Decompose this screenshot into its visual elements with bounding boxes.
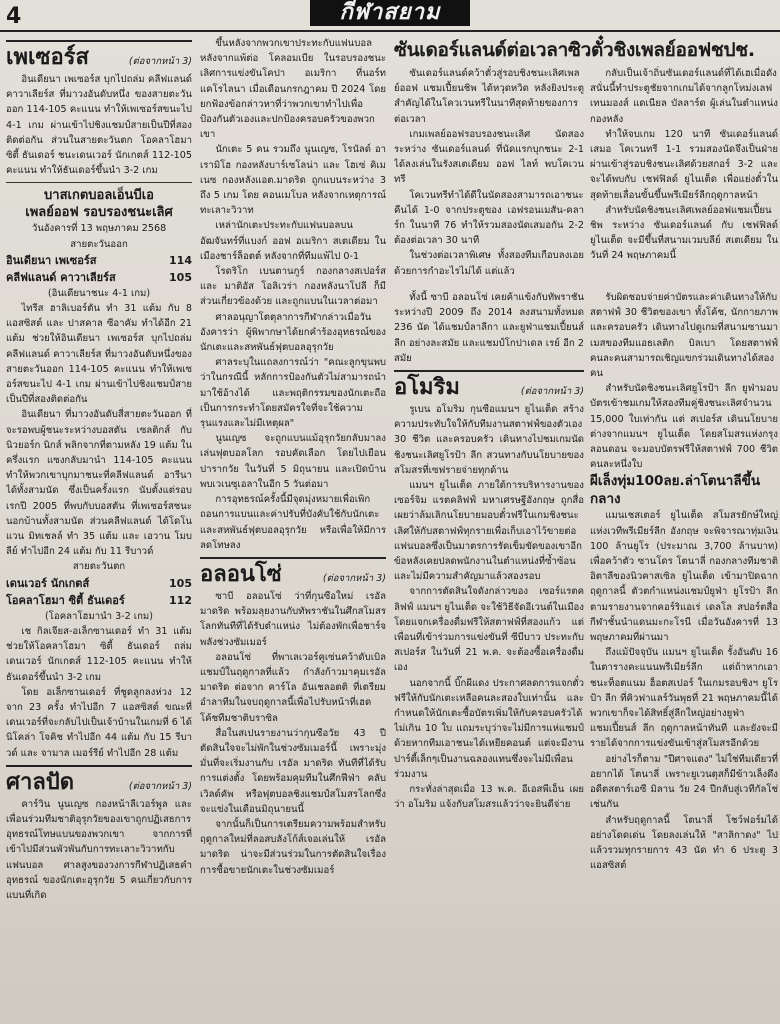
article-paragraph: อย่างไรก็ตาม "ปีศาจแดง" ไม่ใช่ทีมเดียวที่อยากได้ โตนาลี่ เพราะยูเวนตุสก็มีข้าวเล็งดึงอดีตสตาร์เอซี มิลาน วัย 24 ปีกลับสู่เวทีกัลโช่ เช่นกัน [590,753,778,811]
continued-label: (ต่อจากหน้า 3) [128,780,192,792]
nba-box-date: วันอังคารที่ 13 พฤษภาคม 2568 [31,223,167,235]
article-paragraph: นักเตะ 5 คน รวมถึง นูนเญซ, โรนัลด์ อาเรามิโฮ กองหลังบาร์เซโลน่า และ โฮเซ่ คิเมเนซ กองหลังแอต.มาดริด ถูกแบนระหว่าง 3 ถึง 5 เกม โดย คอนเมโบล หลังจากเหตุการณ์ทะเลาะวิวาท [200,144,386,217]
masthead: กีฬาสยาม [310,0,470,26]
team-name: อินเดียนา เพเซอร์ส [6,253,97,267]
article-paragraph: จากการตัดสินใจดังกล่าวของ เซอร์แรตคลิฟฟ์ แมนฯ ยูไนเต็ด จะใช้วิธีจัดอีเวนต์ในเมืองโดยแจกเครื่องดื่มฟรีให้สตาฟฟ์ที่สองแก้ว แต่เพื่อนที่เข้าร่วมการแข่งขันที่ ซีบีบาว ประทะกับ สเปอร์ส ในวันที่ 21 พ.ค. จะต้องซื้อเครื่องดื่มเอง [394,586,584,674]
article-paragraph: ซาบี อลอนโซ่ ว่าที่กุนซือใหม่ เรอัล มาดริด พร้อมลุยงานกับทัพราชันในศึกสโมสรโลกทันทีที่ได้รับตำแหน่ง ไม่ต้องพักเพื่อชาร์จพลังช่วงซัมเมอร์ [200,590,386,648]
continued-label: (ต่อจากหน้า 3) [520,386,584,398]
team-score: 105 [169,576,192,590]
conference-label-east: สายตะวันออก [70,238,128,250]
article-paragraph: การอุทธรณ์ครั้งนี้มีจุดมุ่งหมายเพื่อเพิกถอนการแบนและค่าปรับที่บังคับใช้กับนักเตะและสหพันธ์ฟุตบอลอุรุกวัย หรือเพื่อให้มีการลดโทษลง [200,494,386,551]
table-row [6,592,192,609]
nba-box-title: บาสเกตบอลเอ็นบีเอ [44,188,154,204]
column-1 [6,36,192,1016]
article-paragraph: คาร์วิน นูนเญซ กองหน้าลีเวอร์พูล และเพื่อนร่วมทีมชาติอุรุกวัยของเขาถูกปฏิเสธการอุทธรณ์โทษแบนของพวกเขา จากการที่เข้าไปมีส่วนพัวพันกับการทะเลาะวิวาทกับแฟนบอล ศาลสูงของวงการกีฬาปฏิเสธคำอุทธรณ์ ของนักเตะอุรุกวัย 5 คนเกี่ยวกับการแบนที่เกิด [6,798,192,901]
score-table-west [6,575,192,609]
continued-label: (ต่อจากหน้า 3) [128,56,192,67]
continued-label: (ต่อจากหน้า 3) [322,572,386,584]
article-paragraph: จากนั้นก็เป็นการเตรียมความพร้อมสำหรับฤดูกาลใหม่ที่ลอสบลังโก้ส์เจอเล่นให้ เรอัล มาดริด น่าจะมีส่วนร่วมในการตัดสินใจเรื่องการซื้อขายนักเตะในช่วงซัมเมอร์ [200,818,386,876]
article-paragraph: ในช่วงต่อเวลาพิเศษ ทั้งสองทีมเกือบลงเอยด้วยการกำอะไรไม่ได้ แต่แล้ว [394,250,584,277]
section-header-pacers [6,40,192,72]
article-paragraph: โดย อเล็กซานเดอร์ ที่ชูดลูกลงห่วง 12 จาก 23 ครั้ง ทำไปอีก 7 แอสซิสต์ ขณะที่เดนเวอร์ที่จะกลับไปเป็นเจ้าบ้านในเกมที่ 6 ได้นิโคล่า โจคิช ทำไปอีก 44 แต้ม กับ 15 รีบาวด์ และ จามาล เมอร์รีย์ ทำไปอีก 28 แต้ม [6,686,192,759]
series-note: (โอคลาโฮมานำ 3-2 เกม) [45,610,153,622]
article-paragraph: รูเบน อโมริม กุนซือแมนฯ ยูไนเต็ด สร้างความประทับใจให้กับทีมงานสตาฟฟ์ของตัวเอง 30 ชีวิต และครอบครัว เดินทางไปชมเกมนัดชิงชนะเลิศยูโรป้า ลีก สวนทางกับนโยบายของสโมสรที่เซฟรายจ่ายทุกด้าน [394,404,584,476]
article-paragraph: ไทรีส ฮาลิเบอร์ตัน ทำ 31 แต้ม กับ 8 แอสซิสต์ และ ปาสคาล ซีอาคัม ทำได้อีก 21 แต้ม ช่วยให้อินเดียนา เพเซอร์ส บุกไปถล่ม คลีฟแลนด์ คาวาเลียร์ส ที่มาวงอันดับหนึ่งของสายตะวันออก 114-105 คะแนน ทำให้เพเซอร์สขนะไป 4-1 เกม ผ่านเข้าไปชิงแชมป์สายเป็นปีที่สองติดต่อกัน [6,303,192,406]
section-header-alonso [200,557,386,589]
article-paragraph: ทั้งนี้ ซาบี อลอนโซ่ เคยค้าแข้งกับทัพราชันระหว่างปี 2009 ถึง 2014 ลงสนามทั้งหมด 236 นัด ได้แชมป์ลาลีกา และยูฟ่าแชมเปี้ยนส์ ลีก อย่างละสมัย และแชมป์โกปาเดล เรย์ อีก 2 สมัย [394,292,584,364]
team-name: คลีฟแลนด์ คาวาเลียร์ส [6,270,116,284]
column-4-bottom [590,290,778,1020]
article-paragraph: นูนเญซ จะถูกแบนแม้อุรุกวัยกลับมาลงเล่นฟุตบอลโลก รอบคัดเลือก โดยไปเยือนปารากวัย ในวันที่ 5 มิถุนายน และเปิดบ้านพบเวเนซุเอลาในอีก 5 วันต่อมา [200,433,386,490]
article-paragraph: โคเวนทรีทำได้ดีในนัดสองสามารถเอาชนะคืนได้ 1-0 จากประตูของ เอฟรอนเมสัน-คลาร์ก ในนาที 76 ทำให้รวมสองนัดเสมอกัน 2-2 ต้องต่อเวลา 30 นาที [394,189,584,247]
section-header-cas [6,765,192,797]
article-paragraph: สำหรับฤดูกาลนี้ โตนาลี่ โชว์ฟอร์มได้อย่างโดดเด่น โดยลงเล่นให้ "สาลิกาดง" ไปแล้วรวมทุกรายการ 43 นัด ทำ 6 ประตู 3 แอสซิสต์ [590,814,778,872]
table-row [6,269,192,286]
table-row [6,575,192,592]
article-paragraph: อินเดียนา ที่มาวงอันดับสี่สายตะวันออก ที่จะรอพบผู้ชนะระหว่างบอสตัน เซลติกส์ กับ นิวยอร์ก นิกส์ พลิกจากที่ตามหลัง 19 แต้ม ในครึ่งแรก แซงกลับมานำ 114-105 คะแนน ทำให้พวกเขาบุกมาชนะที่คลีฟแลนด์ อารีนา ได้ทั้งสามนัด ซึ่งเป็นครั้งแรก นับตั้งแต่รอบเรกปี 2005 ที่พบกับบอสตัน ที่เพเซอร์สชนะนอกบ้านทั้งสามนัด ส่วนคลีฟแลนด์ ได้โดโนแวน มิทเชลล์ ทำ 35 แต้ม และ เอวาน โมบลีย์ ทำไปอีก 24 แต้ม กับ 11 รีบาวด์ [6,409,192,558]
article-paragraph: กระทั่งล่าสุดเมื่อ 13 พ.ค. อีเอสพีเอ็น เผยว่า อโมริม แจ้งกับสโมสรแล้วว่าจะยินดีจ่าย [394,784,584,811]
score-table-east [6,252,192,286]
team-name: เดนเวอร์ นักเกตส์ [6,576,90,590]
team-score: 105 [169,270,192,284]
article-paragraph: รับผิดชอบจ่ายค่าบัตรและค่าเดินทางให้กับสตาฟฟ์ 30 ชีวิตของเขา ทั้งโค้ช, นักกายภาพ และครอบครัว เดินทางไปดูเกมที่สนามซานมาเมสของทีมแอธเลติก บิลเบา โดยสตาฟฟ์คนละคนสามารถเชิญแขกร่วมเดินทางได้สองคน [590,292,778,380]
article-paragraph: ซันเดอร์แลนด์คว้าตั๋วสู่รอบชิงชนะเลิศเพลย์ออฟ แชมเปี้ยนชิพ ได้หวุดหวิด หลังยิงประตูสำคัญได้ในโควเวนทรีในนาทีสุดท้ายของการต่อเวลา [394,68,584,125]
team-score: 114 [169,253,192,267]
article-paragraph: สำหรับนัดชิงชนะเลิศเพลย์ออฟแชมเปี้ยนชิพ ระหว่าง ซันเดอร์แลนด์ กับ เชฟฟิลด์ ยูไนเต็ด จะมีขึ้นที่สนามเวมบลีย์ สเตเดียม ในวันที่ 24 พฤษภาคมนี้ [590,204,778,262]
nba-box-subtitle: เพลย์ออฟ รอบรองชนะเลิศ [25,205,173,221]
article-paragraph: ทำให้จบเกม 120 นาที ซันเดอร์แลนด์เสมอ โคเวนทรี 1-1 รวมสองนัดจึงเป็นฝ่ายผ่านเข้าสู่รอบชิงชนะเลิศด้วยสกอร์ 3-2 และจะได้พบกับ เชฟฟิลด์ ยูไนเต็ด เพื่อแย่งตั๋วในสุดท้ายเลื่อนขั้นขึ้นพรีเมียร์ลีกฤดูกาลหน้า [590,128,778,201]
column-3-top [394,66,584,288]
article-paragraph: เหล่านักเตะประทะกับแฟนบอลบนอัฒจันทร์ที่แบงก์ ออฟ อเมริกา สเตเดียม ในเมืองชาร์ล็อตต์ หลังจากที่ทีมแพ้ไป 0-1 [200,220,386,262]
section-title-cas: ศาลปัด [6,769,75,795]
table-row [6,252,192,269]
column-3-bottom [394,290,584,1020]
article-paragraph: สื่อในสเปนรายงานว่ากุนซือวัย 43 ปี ตัดสินใจจะไม่พักในช่วงซัมเมอร์นี้ เพราะมุ่งมั่นที่จะเริ่มงานกับ เรอัล มาดริด ทันทีที่ได้รับการแต่งตั้ง โดยพร้อมคุมทีมในศึกฟีฟ่า คลับ เวิลด์คัพ หรือฟุตบอลชิงแชมป์สโมสรโลกซึ่งจะแข่งในเดือนมิถุนายนนี้ [200,727,386,815]
section-header-amorim [394,370,584,402]
divider [6,182,192,183]
team-name: โอคลาโฮมา ซิตี้ ธันเดอร์ [6,593,125,607]
subheadline-tonali: ผีเล็งทุ่ม100ลย.ล่าโตนาลีขึ้นกลาง [590,473,761,508]
article-paragraph: แมนเชสเตอร์ ยูไนเต็ด สโมสรยักษ์ใหญ่แห่งเวทีพรีเมียร์ลีก อังกฤษ จะพิจารณาทุ่มเงิน 100 ล้านยูโร (ประมาณ 3,700 ล้านบาท) เพื่อคว้าตัว ซานโดร โตนาลี่ กองกลางทีมชาติอิตาลีของนิวคาสเซิล ยูไนเต็ด เข้ามาปิดฉากฤดูกาลนี้ ตัวตกำแหน่งแชมป์ยูฟ่า ยูโรป้า ลีก ตามรายงานจากคอร์ริแอเร่ เดลโล สปอร์ตสื่อกีฬาชั้นนำแดนมะกะโรนี เมื่อวันอังคารที่ 13 พฤษภาคมที่ผ่านมา [590,510,778,644]
column-2 [200,36,386,1016]
article-paragraph: ขึ้นหลังจากพวกเขาประทะกับแฟนบอลหลังจากแพ้ต่อ โคลอมเบีย ในรอบรองชนะเลิศการแข่งขันโคปา อเมริกา ที่นอร์ทแคโรไลนา เมื่อเดือนกรกฎาคม ปี 2024 โดยยกฟ้องข้อกล่าวหาที่ว่าพวกเขาทำไปเพื่อป้องกันตัวเองและปกป้องครอบครัวของพวกเขา [200,38,386,141]
series-note: (อินเดียนาชนะ 4-1 เกม) [47,287,151,299]
column-4-top [590,66,778,288]
team-score: 112 [169,593,192,607]
article-paragraph: นอกจากนี้ บิ๊กผีแดง ประกาศลดการแจกตั๋วฟรีให้กับนักเตะเหลือคนละสองใบเท่านั้น และกำหนดให้นักเตะซื้อบัตรเพิ่มให้กับครอบครัวได้ไม่เกิน 10 ใบ แถมระบุว่าจะไม่มีการแห่แชมป์ด้วยหากทีมเอาชนะได้เหยียคอนต์ แต่จะมีงานปาร์ตี้เล็กๆเป็นงานฉลองแทนซึ่งจะไม่มีเพื่อนร่วมงาน [394,677,584,780]
article-paragraph: เช กิลเจียส-อเล็กซานเดอร์ ทำ 31 แต้ม ช่วยให้โอคลาโฮมา ซิตี้ ธันเดอร์ ถล่มเดนเวอร์ นักเกตส์ 112-105 คะแนน ทำให้ธันเดอร์ขึ้นนำ 3-2 เกม [6,625,192,683]
article-paragraph: แมนฯ ยูไนเต็ด ภายใต้การบริหารงานของ เซอร์จิม แรตคลิฟฟ์ มหาเศรษฐีอังกฤษ ถูกสื่อเผยว่าล้มเลิกนโยบายมอบตั๋วฟรีในเกมชิงชนะเลิศให้กับสตาฟฟ์ทุกรายเพื่อเก็บเอาไว้ขายต่อแฟนบอลซึ่งเป็นมาตรการรัดเข็มขัดของเขาอีกข้อหลังเคยปลดพนักงานในตำแหน่งที่ซ้ำซ้อนและไม่มีความสำคัญมาแล้วสองรอบ [394,480,584,583]
article-paragraph: ศาลอนุญาโตตุลาการกีฬากล่าวเมื่อวันอังคารว่า ผู้พิพากษาได้ยกคำร้องอุทธรณ์ของนักเตะและสหพันธ์ฟุตบอลอุรุกวัย [200,311,386,354]
article-paragraph: อลอนโซ่ ที่พาเลเวอร์คูเซ่นคว้าดับเบิลแชมป์ในฤดูกาลที่แล้ว กำลังก้าวมาคุมเรอัล มาดริด ต่อจาก คาร์โล อันเชลอตติ ที่เตรียมอำลาทีมในจบฤดูกาลนี้เพื่อไปรับหน้าที่เฮดโค้ชทีมชาติบราซิล [200,651,386,724]
article-paragraph: ถึงแม้ปัจจุบัน แมนฯ ยูไนเต็ด รั้งอันดับ 16 ในตารางคะแนนพรีเมียร์ลีก แต่ถ้าหากเอาชนะท็อตแนม ฮ็อตสเปอร์ ในเกมรอบชิงฯ ยูโรป้า ลีก ที่คิวฟาแลร์วันพุธที่ 21 พฤษภาคมนี้ได้ พวกเขาก็จะได้สิทธิ์สู่ลีกใหญ่อย่างยูฟ่า แชมเปี้ยนส์ ลีก ฤดูกาลหน้าทันที และยังจะมีรายได้จากการแข่งขันเข้าสู่สโมสรอีกด้วย [590,647,778,750]
section-title-pacers: เพเซอร์ส [6,45,89,70]
main-headline: ซันเดอร์แลนด์ต่อเวลาซิวตั๋วชิงเพลย์ออฟชปช. [394,39,755,61]
article-paragraph: เกมเพลย์ออฟรอบรองชนะเลิศ นัดสองระหว่าง ซันเดอร์แลนด์ ที่นัดแรกบุกชนะ 2-1 ได้ลงเล่นในรังสเตเดียม ออฟ ไลท์ พบโคเวนทรี [394,128,584,186]
conference-label-west: สายตะวันตก [72,561,126,573]
article-paragraph: กลับเป็นเจ้าถิ่นซันเดอร์แลนด์ที่ได้เฮเมื่อดังสนั่นนี้ทำประตูชัยจากเกมได้จากลูกโหม่งเลฟเทนมองส์ แดเนียล บัลลาร์ด ผู้เล่นในตำแหน่งกองหลัง [590,68,778,125]
section-title-amorim: อโมริม [394,375,460,401]
article-paragraph: อินเดียนา เพเซอร์ส บุกไปถล่ม คลีฟแลนด์ คาวาเลียร์ส ที่มาวงอันดับหนึ่ง ของสายตะวันออก 114-105 คะแนน ทำให้เพเซอร์สขนะไป 4-1 เกม ผ่านเข้าไปชิงแชมป์สายเป็นปีที่สองติดต่อกัน ส่วนในสายตะวันตก โอคลาโฮมา ซิตี้ ธันเดอร์ ชนะเดนเวอร์ นักเกตส์ 112-105 คะแนน ทำให้ธันเดอร์ขึ้นนำ 3-2 เกม [6,74,192,177]
top-rule [0,30,780,32]
article-paragraph: โรดริโก เบนตานกูร์ กองกลางสเปอร์ส และ มาติอัส โอลิเวร่า กองหลังนาโปลี ก็มีส่วนเกี่ยวข้องด้วย และถูกแบนในเวลาต่อมา [200,266,386,308]
article-paragraph: ศาลระบุในแถลงการณ์ว่า "คณะลูกขุนพบว่าในกรณีนี้ หลักการป้องกันตัวไม่สามารถนำมาใช้อ้างได้ และพฤติกรรมของนักเตะถือเป็นการกระทำโดยสมัครใจที่จะใช้ความรุนแรงและไม่มีเหตุผล" [200,357,386,430]
article-paragraph: สำหรับนัดชิงชนะเลิศยูโรป้า ลีก ยูฟ่ามอบบัตรเข้าชมเกมให้สองทีมคู่ชิงชนะเลิศจำนวน 15,000 ใบเท่ากัน แต่ สเปอร์ส เดินนโยบายต่างจากแมนฯ ยูไนเต็ด โดยสโมสรแห่งกรุงลอนดอน จะมอบบัตรฟรีให้สตาฟฟ์ 700 ชีวิตคนละหนึ่งใบ [590,383,778,471]
page-number: 4 [6,4,22,29]
section-title-alonso: อลอนโซ่ [200,561,282,587]
